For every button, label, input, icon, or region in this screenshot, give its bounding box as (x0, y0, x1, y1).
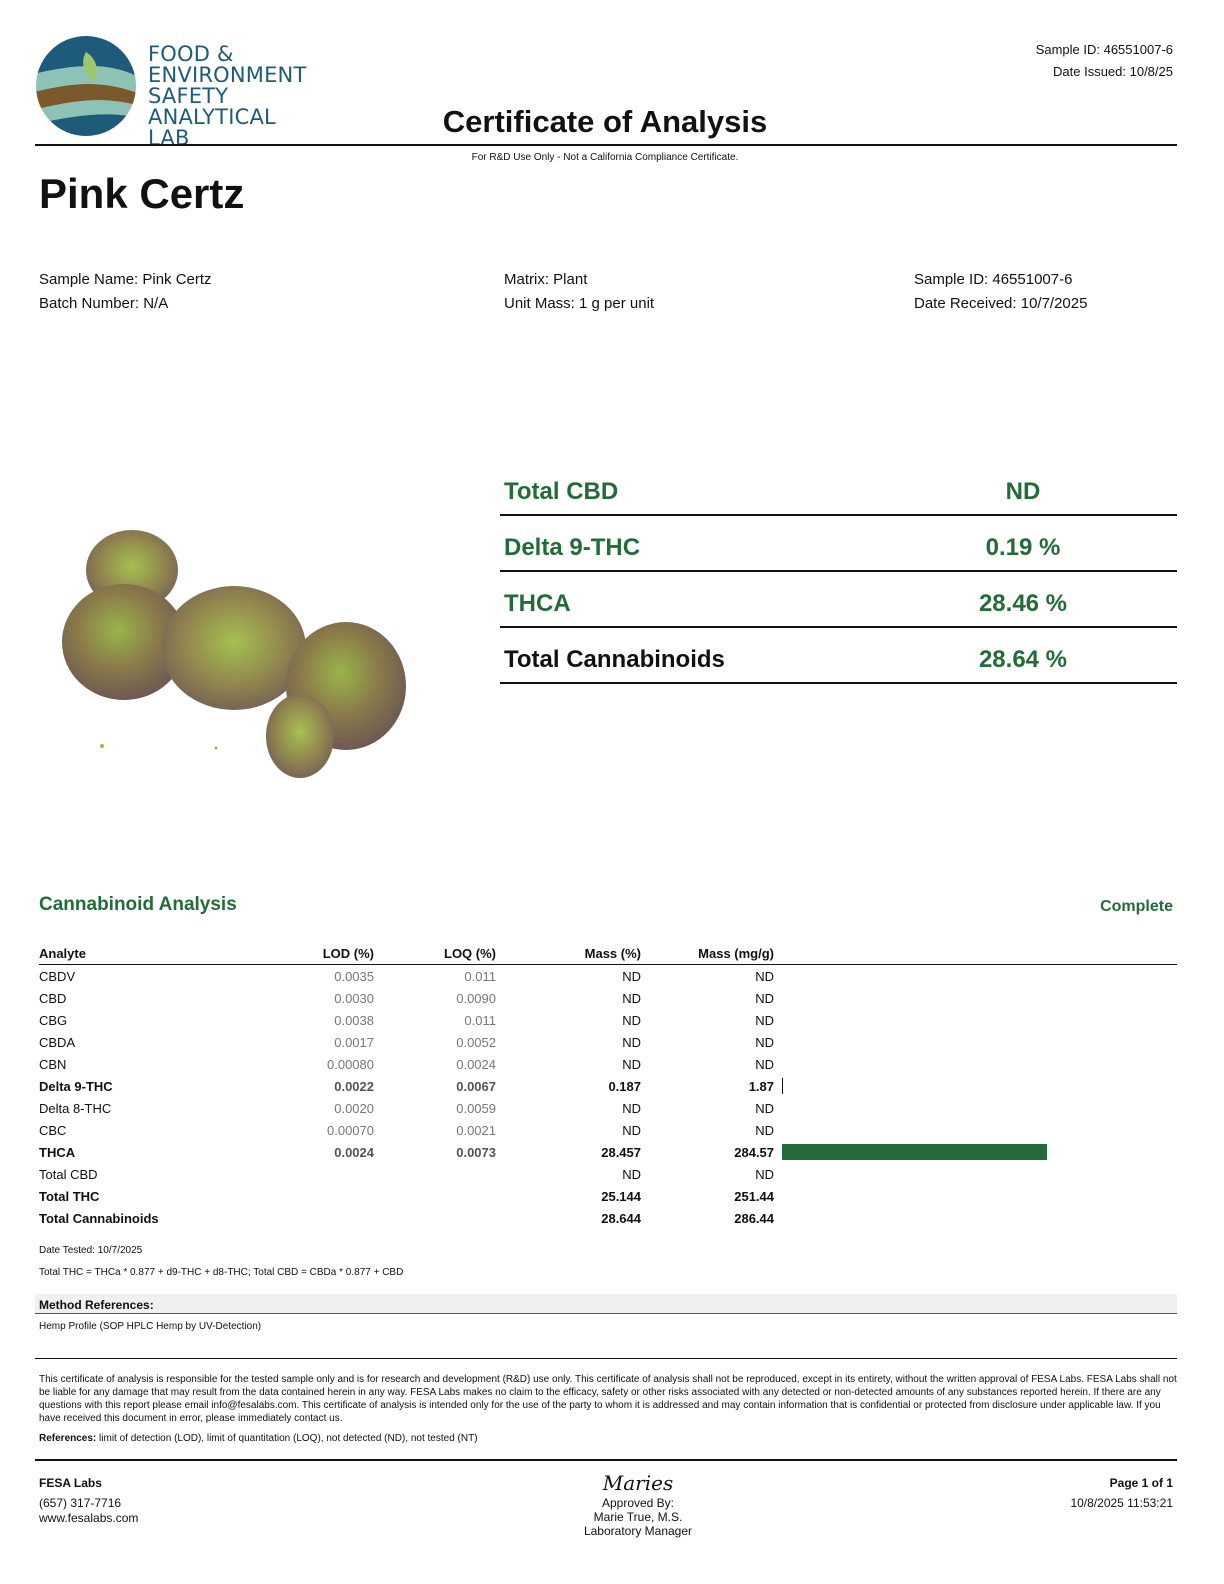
summary-row (500, 516, 1177, 572)
cell-mass-pct: ND (622, 1101, 641, 1116)
logo-line: ANALYTICAL LAB (148, 105, 276, 150)
column-header-lod: LOD (%) (322, 946, 374, 961)
footer-company-info (39, 1476, 138, 1526)
cell-analyte: CBDV (39, 969, 76, 984)
summary-value: ND (1005, 478, 1041, 505)
cell-lod: 0.00070 (327, 1123, 374, 1138)
rnd-note: For R&D Use Only - Not a California Compliance Certificate. (471, 152, 739, 163)
cell-analyte: CBDA (39, 1035, 76, 1050)
cell-lod: 0.0035 (334, 969, 374, 984)
cell-loq: 0.0021 (456, 1123, 496, 1138)
cell-mass-mgg: ND (755, 1013, 774, 1028)
product-photo (40, 380, 420, 880)
header-sample-id: Sample ID: 46551007-6 (1035, 42, 1173, 57)
table-row (39, 1141, 1177, 1163)
cell-mass-mgg: 286.44 (734, 1211, 774, 1226)
sample-name: Sample Name: Pink Certz (39, 271, 212, 288)
mass-bar (782, 1144, 1047, 1160)
date-received: Date Received: 10/7/2025 (914, 295, 1088, 312)
cell-mass-pct: ND (622, 1167, 641, 1182)
header-meta (1036, 39, 1173, 83)
footer-website: www.fesalabs.com (39, 1511, 139, 1525)
mass-tick (782, 1078, 783, 1094)
analysis-table (39, 942, 1177, 1229)
cell-mass-pct: ND (622, 1035, 641, 1050)
references-label: References: (39, 1433, 97, 1444)
cell-analyte: CBD (39, 991, 67, 1006)
cell-mass-pct: 28.457 (601, 1145, 641, 1160)
product-name: Pink Certz (39, 170, 245, 217)
cell-mass-mgg: 284.57 (734, 1145, 774, 1160)
cell-mass-mgg: ND (755, 991, 774, 1006)
summary-row (500, 460, 1177, 516)
cell-lod: 0.0024 (334, 1145, 374, 1160)
cell-lod: 0.00080 (327, 1057, 374, 1072)
cell-lod: 0.0038 (334, 1013, 374, 1028)
cell-mass-mgg: ND (755, 969, 774, 984)
footer-company: FESA Labs (39, 1476, 102, 1490)
cell-loq: 0.011 (464, 1013, 496, 1028)
approver-name: Marie True, M.S. (593, 1510, 683, 1524)
document-title: Certificate of Analysis (442, 104, 768, 139)
matrix: Matrix: Plant (504, 271, 588, 288)
sample-id: Sample ID: 46551007-6 (914, 271, 1073, 288)
disclaimer-divider (35, 1358, 1177, 1359)
header-date-issued: Date Issued: 10/8/25 (1053, 64, 1173, 79)
cell-loq: 0.011 (464, 969, 496, 984)
approved-by-label: Approved By: (601, 1496, 675, 1510)
cell-loq: 0.0052 (456, 1035, 496, 1050)
summary-label: THCA (504, 590, 571, 617)
cell-mass-pct: ND (622, 1057, 641, 1072)
page-number: Page 1 of 1 (1109, 1476, 1173, 1490)
table-row (39, 1097, 1177, 1119)
table-row (39, 1185, 1177, 1207)
cell-mass-mgg: 251.44 (734, 1189, 774, 1204)
cell-lod: 0.0020 (334, 1101, 374, 1116)
table-row (39, 1207, 1177, 1229)
table-row (39, 1031, 1177, 1053)
table-row (39, 1163, 1177, 1185)
cell-lod: 0.0030 (334, 991, 374, 1006)
unit-mass: Unit Mass: 1 g per unit (504, 295, 655, 312)
summary-label: Total CBD (504, 478, 619, 505)
column-header-analyte: Analyte (39, 946, 86, 961)
analysis-status: Complete (1100, 898, 1173, 915)
cell-lod: 0.0022 (334, 1079, 374, 1094)
date-tested: Date Tested: 10/7/2025 (39, 1245, 143, 1256)
info-column-1 (39, 268, 212, 316)
info-column-3 (914, 268, 1087, 316)
table-row (39, 987, 1177, 1009)
cell-mass-pct: ND (622, 991, 641, 1006)
summary-value: 28.64 % (978, 646, 1068, 673)
method-references-body: Hemp Profile (SOP HPLC Hemp by UV-Detection) (39, 1321, 262, 1332)
batch-number: Batch Number: N/A (39, 295, 169, 312)
column-header-mass-pct: Mass (%) (584, 946, 641, 961)
table-row (39, 1119, 1177, 1141)
cell-loq: 0.0090 (456, 991, 496, 1006)
references (39, 1433, 478, 1444)
logo-line: SAFETY (148, 84, 229, 108)
signature: Maries (602, 1471, 674, 1495)
cell-analyte: CBG (39, 1013, 68, 1028)
table-row (39, 1009, 1177, 1031)
summary-label: Total Cannabinoids (504, 646, 725, 673)
cell-loq: 0.0059 (456, 1101, 496, 1116)
cell-analyte: Total THC (39, 1189, 100, 1204)
cell-mass-pct: ND (622, 1013, 641, 1028)
info-column-2 (504, 268, 654, 316)
cell-lod: 0.0017 (334, 1035, 374, 1050)
references-text: limit of detection (LOD), limit of quantitation (LOQ), not detected (ND), not tested (NT) (96, 1433, 478, 1444)
summary-row (500, 572, 1177, 628)
cell-mass-mgg: 1.87 (748, 1079, 774, 1094)
table-header (39, 942, 1177, 965)
cell-mass-pct: 25.144 (601, 1189, 641, 1204)
table-row (39, 1075, 1177, 1097)
cell-analyte: Total Cannabinoids (39, 1211, 159, 1226)
cell-analyte: CBN (39, 1057, 67, 1072)
cell-mass-pct: ND (622, 1123, 641, 1138)
summary-row (500, 628, 1177, 684)
disclaimer-text: This certificate of analysis is responsible for the tested sample only and is for research and development (R&D) use only. This certificate of analysis shall not be reproduced, except in its entirety, without the written approval of FESA Labs. FESA Labs shall not be liable for any damage that may result from the data contained herein in any way. FESA Labs makes no claim to the efficacy, safety or other risks associated with any detected or non-detected amounts of any substances reported herein. If there are any questions with this report please email info@fesalabs.com. This certificate of analysis is intended only for the use of the party to whom it is addressed and may contain information that is confidential or protected from disclosure under applicable law. If you have received this document in error, please immediately contact us. (39, 1374, 1177, 1424)
product-photo-image (40, 380, 420, 880)
summary-value: 0.19 % (985, 534, 1061, 561)
cell-analyte: Total CBD (39, 1167, 98, 1182)
cell-mass-mgg: ND (755, 1101, 774, 1116)
footer-divider (35, 1459, 1177, 1461)
column-header-loq: LOQ (%) (444, 946, 496, 961)
cell-mass-pct: ND (622, 969, 641, 984)
cell-mass-pct: 28.644 (601, 1211, 641, 1226)
cell-mass-mgg: ND (755, 1035, 774, 1050)
cell-mass-pct: 0.187 (608, 1079, 641, 1094)
table-body (39, 965, 1177, 1229)
summary-value: 28.46 % (978, 590, 1068, 617)
cell-loq: 0.0067 (456, 1079, 496, 1094)
report-timestamp: 10/8/2025 11:53:21 (1070, 1496, 1173, 1510)
table-row (39, 965, 1177, 987)
column-header-mass-mgg: Mass (mg/g) (698, 946, 774, 961)
cell-analyte: CBC (39, 1123, 67, 1138)
cell-mass-mgg: ND (755, 1167, 774, 1182)
summary-label: Delta 9-THC (504, 534, 641, 561)
logo-line: ENVIRONMENT (148, 63, 307, 87)
footer-approval (508, 1470, 768, 1538)
cell-mass-mgg: ND (755, 1057, 774, 1072)
cell-mass-mgg: ND (755, 1123, 774, 1138)
cell-analyte: THCA (39, 1145, 76, 1160)
approver-title: Laboratory Manager (583, 1524, 693, 1538)
table-row (39, 1053, 1177, 1075)
footer-page-info (1070, 1476, 1173, 1511)
method-references-heading: Method References: (35, 1294, 1177, 1314)
analysis-title: Cannabinoid Analysis (39, 894, 237, 915)
cell-loq: 0.0073 (456, 1145, 496, 1160)
footer-phone: (657) 317-7716 (39, 1496, 122, 1510)
cell-analyte: Delta 9-THC (39, 1079, 113, 1094)
cell-analyte: Delta 8-THC (39, 1101, 112, 1116)
total-formula: Total THC = THCa * 0.877 + d9-THC + d8-THC; Total CBD = CBDa * 0.877 + CBD (39, 1267, 404, 1278)
logo-line: FOOD & (148, 42, 234, 66)
header-divider (35, 144, 1177, 146)
cell-loq: 0.0024 (456, 1057, 496, 1072)
potency-summary (500, 460, 1177, 684)
